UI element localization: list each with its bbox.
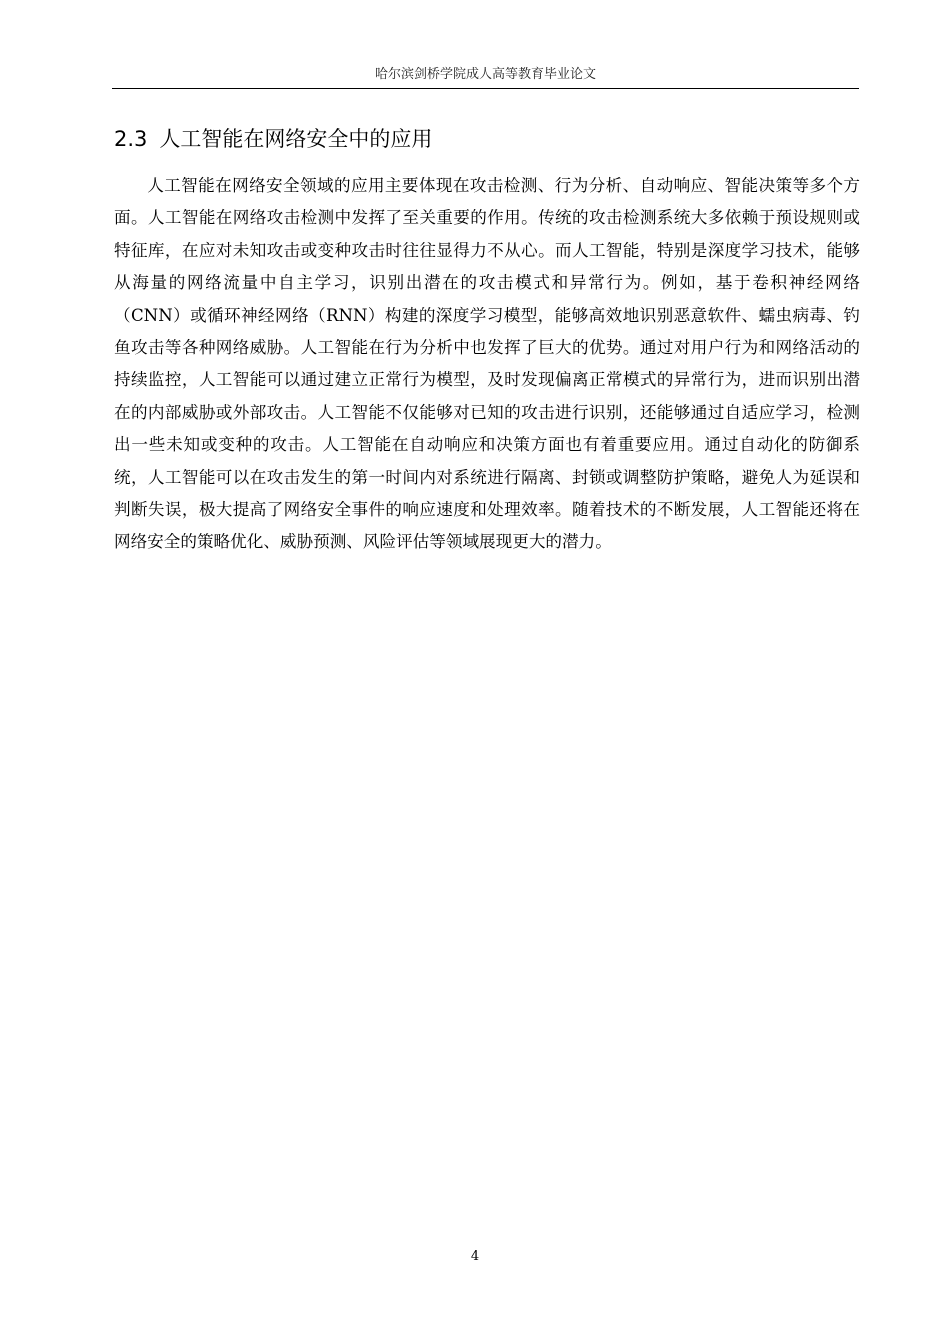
header-divider (112, 88, 859, 89)
body-paragraph: 人工智能在网络安全领域的应用主要体现在攻击检测、行为分析、自动响应、智能决策等多个方面。人工智能在网络攻击检测中发挥了至关重要的作用。传统的攻击检测系统大多依赖于预设规则或特征库，在应对未知攻击或变种攻击时往往显得力不从心。而人工智能，特别是深度学习技术，能够从海量的网络流量中自主学习，识别出潜在的攻击模式和异常行为。例如，基于卷积神经网络（CNN）或循环神经网络（RNN）构建的深度学习模型，能够高效地识别恶意软件、蠕虫病毒、钓鱼攻击等各种网络威胁。人工智能在行为分析中也发挥了巨大的优势。通过对用户行为和网络活动的持续监控，人工智能可以通过建立正常行为模型，及时发现偏离正常模式的异常行为，进而识别出潜在的内部威胁或外部攻击。人工智能不仅能够对已知的攻击进行识别，还能够通过自适应学习，检测出一些未知或变种的攻击。人工智能在自动响应和决策方面也有着重要应用。通过自动化的防御系统，人工智能可以在攻击发生的第一时间内对系统进行隔离、封锁或调整防护策略，避免人为延误和判断失误，极大提高了网络安全事件的响应速度和处理效率。随着技术的不断发展，人工智能还将在网络安全的策略优化、威胁预测、风险评估等领域展现更大的潜力。 (114, 176, 860, 552)
section-title: 人工智能在网络安全中的应用 (159, 127, 433, 151)
section-heading (114, 124, 432, 154)
running-header: 哈尔滨剑桥学院成人高等教育毕业论文 (374, 67, 596, 82)
section-number: 2.3 (114, 127, 148, 151)
page-number: 4 (470, 1249, 480, 1264)
